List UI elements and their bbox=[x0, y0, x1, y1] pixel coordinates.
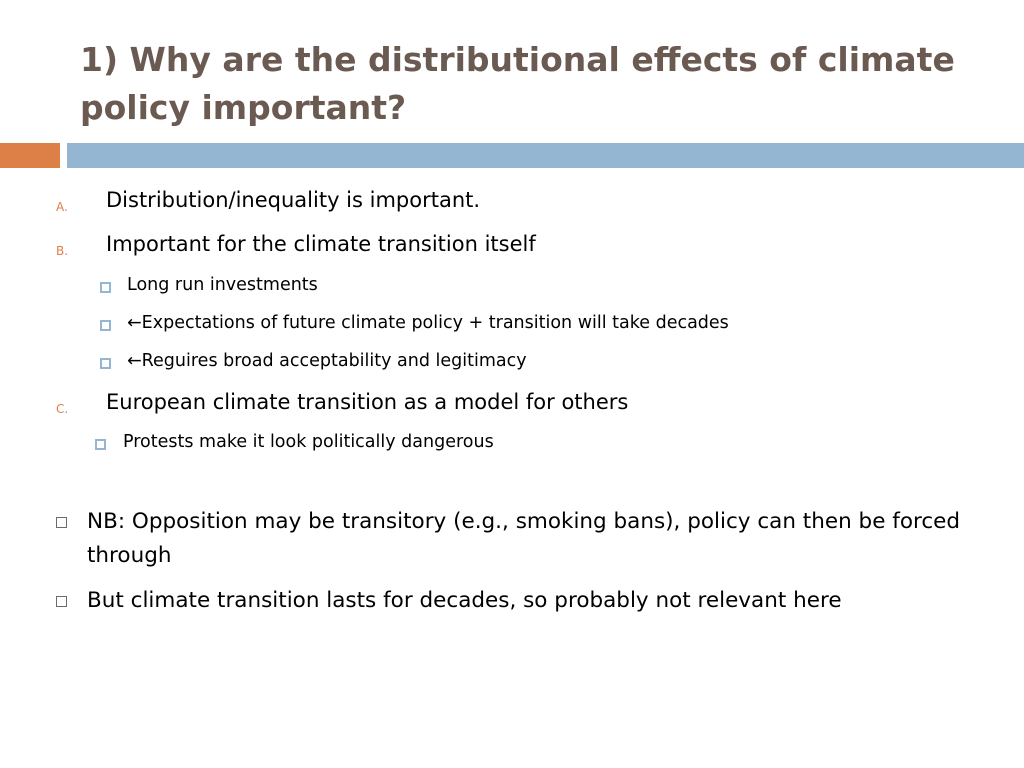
sub-item-text: Expectations of future climate policy + transition will take decades bbox=[141, 313, 729, 333]
accent-bar-blue bbox=[67, 143, 1024, 168]
hollow-square-bullet-icon bbox=[56, 517, 67, 528]
list-item-text: Important for the climate transition itself bbox=[106, 232, 536, 256]
list-marker: A. bbox=[56, 200, 68, 214]
hollow-square-bullet-icon bbox=[56, 596, 67, 607]
sub-item-text: Reguires broad acceptability and legitimacy bbox=[141, 351, 527, 371]
list-item-text: European climate transition as a model for others bbox=[106, 390, 629, 414]
square-bullet-icon bbox=[100, 320, 111, 331]
list-marker: C. bbox=[56, 402, 69, 416]
note-text: But climate transition lasts for decades, so probably not relevant here bbox=[87, 588, 842, 613]
accent-bar-orange bbox=[0, 143, 60, 168]
square-bullet-icon bbox=[100, 282, 111, 293]
slide-title: 1) Why are the distributional effects of climate policy important? bbox=[80, 40, 955, 127]
arrow-left-icon: ← bbox=[127, 313, 142, 333]
arrow-left-icon: ← bbox=[127, 351, 142, 371]
list-item-text: Distribution/inequality is important. bbox=[106, 188, 481, 212]
sub-item-text: Protests make it look politically dangerous bbox=[123, 432, 494, 452]
sub-item-text: Long run investments bbox=[127, 275, 318, 295]
list-marker: B. bbox=[56, 244, 69, 258]
square-bullet-icon bbox=[95, 439, 106, 450]
square-bullet-icon bbox=[100, 358, 111, 369]
note-text: NB: Opposition may be transitory (e.g., smoking bans), policy can then be forced through bbox=[87, 509, 961, 568]
